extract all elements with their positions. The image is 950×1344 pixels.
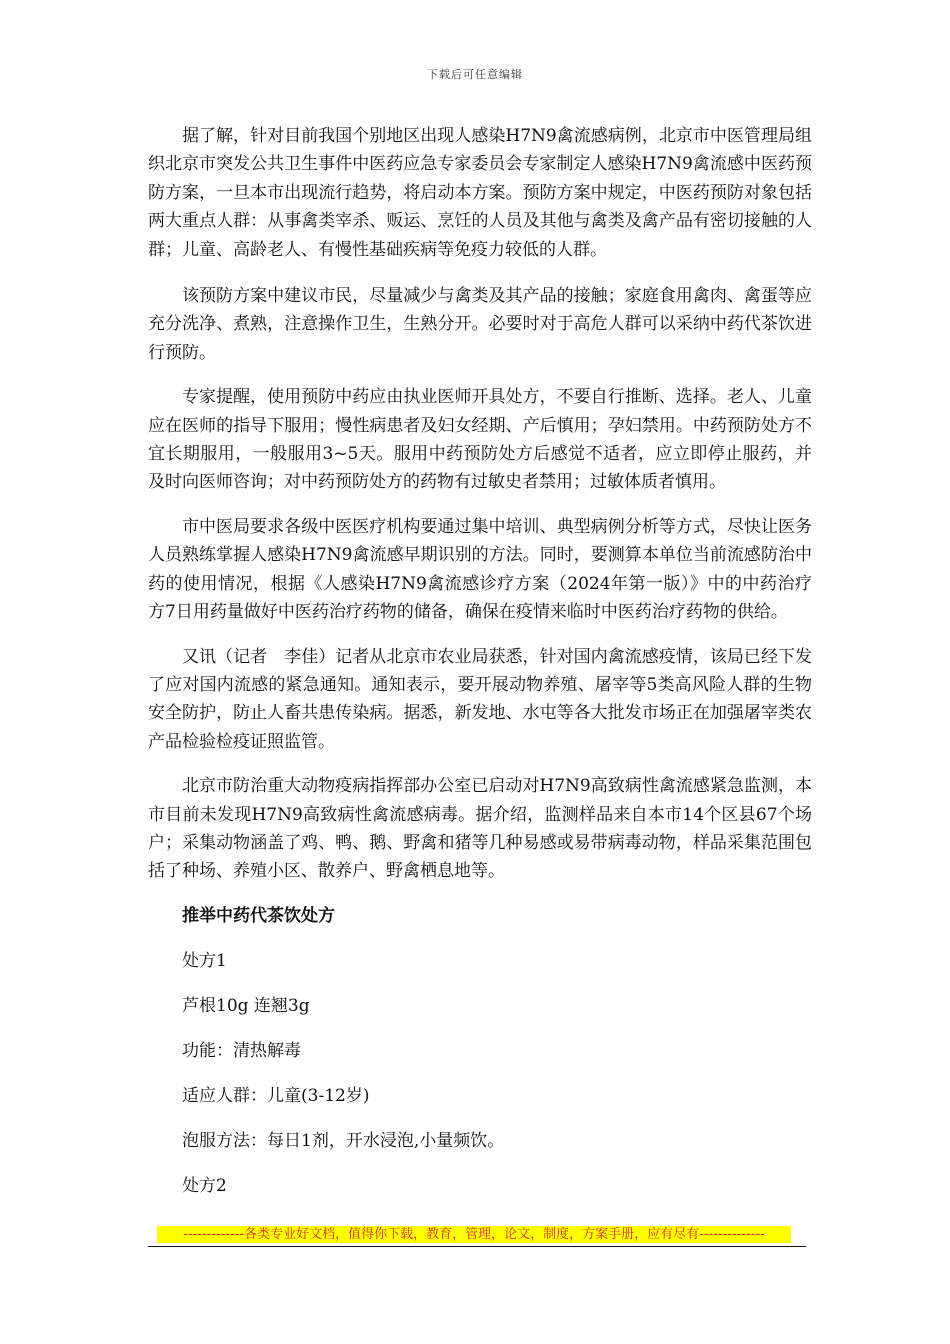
paragraph-intro: 据了解，针对目前我国个别地区出现人感染H7N9禽流感病例，北京市中医管理局组织北京市突发公共卫生事件中医药应急专家委员会专家制定人感染H7N9禽流感中医药预防方案，一旦本市出现流行趋势，将启动本方案。预防方案中规定，中医药预防对象包括两大重点人群：从事禽类宰杀、贩运、烹饪的人员及其他与禽类及禽产品有密切接触的人群；儿童、高龄老人、有慢性基础疾病等免疫力较低的人群。 xyxy=(148,126,812,260)
footer-divider xyxy=(148,1246,806,1247)
paragraph-expert-reminder: 专家提醒，使用预防中药应由执业医师开具处方，不要自行推断、选择。老人、儿童应在医师的指导下服用；慢性病患者及妇女经期、产后慎用；孕妇禁用。中药预防处方不宜长期服用，一般服用3~5天。服用中药预防处方后感觉不适者，应立即停止服药，并及时向医师咨询；对中药预防处方的药物有过敏史者禁用；过敏体质者慎用。 xyxy=(148,387,812,493)
footer-banner: -------------各类专业好文档，值得你下载，教育，管理，论文，制度，方案手册，应有尽有-------------- xyxy=(157,1226,791,1243)
page-header: 下载后可任意编辑 xyxy=(427,68,523,81)
paragraph-recommendation: 该预防方案中建议市民，尽量减少与禽类及其产品的接触；家庭食用禽肉、禽蛋等应充分洗净、煮熟，注意操作卫生，生熟分开。必要时对于高危人群可以采纳中药代茶饮进行预防。 xyxy=(148,286,812,363)
paragraph-bureau-requirements: 市中医局要求各级中医医疗机构要通过集中培训、典型病例分析等方式，尽快让医务人员熟练掌握人感染H7N9禽流感早期识别的方法。同时，要测算本单位当前流感防治中药的使用情况，根据《人感染H7N9禽流感诊疗方案（2024年第一版）》中的中药治疗方7日用药量做好中医药治疗药物的储备，确保在疫情来临时中医药治疗药物的供给。 xyxy=(148,516,812,623)
section-heading: 推举中药代茶饮处方 xyxy=(182,905,335,926)
prescription-1-method: 泡服方法：每日1剂，开水浸泡,小量频饮。 xyxy=(182,1130,505,1151)
paragraph-agriculture-news: 又讯（记者 李佳）记者从北京市农业局获悉，针对国内禽流感疫情，该局已经下发了应对国内流感的紧急通知。通知表示，要开展动物养殖、屠宰等5类高风险人群的生物安全防护，防止人畜共患传染病。据悉，新发地、水屯等各大批发市场正在加强屠宰类农产品检验检疫证照监管。 xyxy=(148,646,812,752)
paragraph-monitoring: 北京市防治重大动物疫病指挥部办公室已启动对H7N9高致病性禽流感紧急监测，本市目前未发现H7N9高致病性禽流感病毒。据介绍，监测样品来自本市14个区县67个场户；采集动物涵盖了鸡、鸭、鹅、野禽和猪等几种易感或易带病毒动物，样品采集范围包括了种场、养殖小区、散养户、野禽栖息地等。 xyxy=(148,776,812,882)
prescription-1-ingredients: 芦根10g 连翘3g xyxy=(182,995,310,1016)
prescription-1-target-group: 适应人群：儿童(3-12岁) xyxy=(182,1085,370,1106)
prescription-2-title: 处方2 xyxy=(182,1175,227,1196)
prescription-1-title: 处方1 xyxy=(182,950,227,971)
document-body xyxy=(148,122,812,1217)
prescription-1-function: 功能：清热解毒 xyxy=(182,1040,301,1061)
